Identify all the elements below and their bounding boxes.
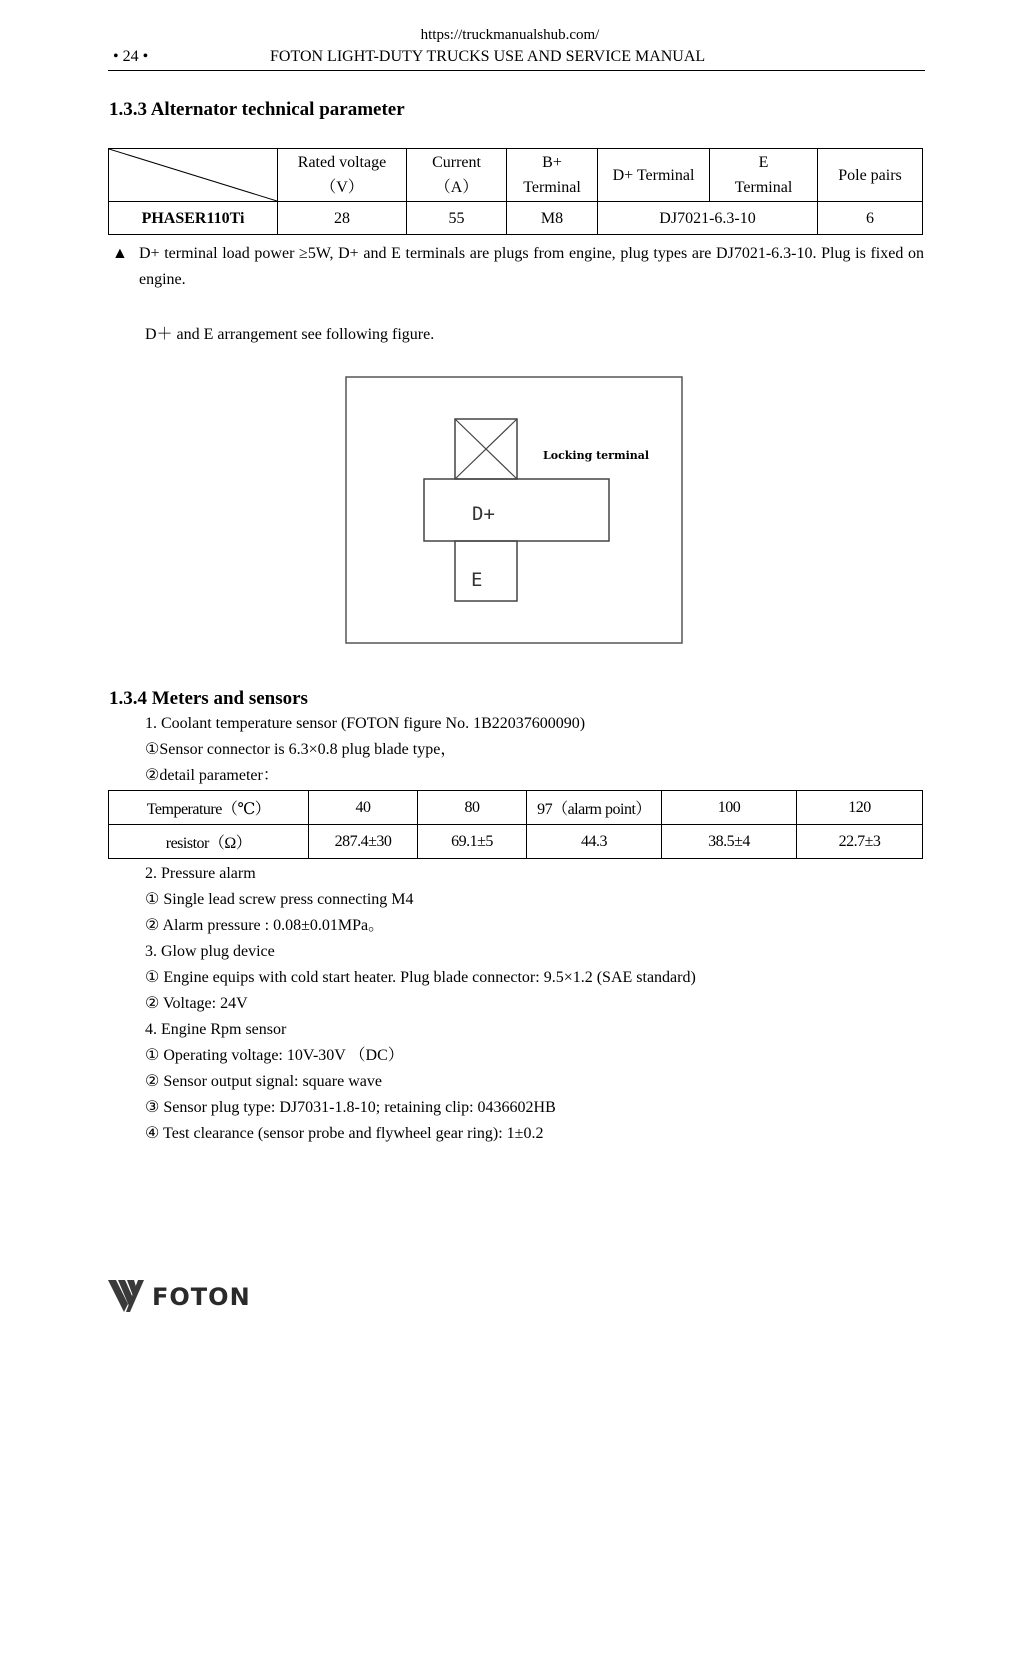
header-unit: （A） xyxy=(434,179,479,196)
section-heading-meters: 1.3.4 Meters and sensors xyxy=(109,688,308,709)
list-item: ② Sensor output signal: square wave xyxy=(145,1073,382,1090)
d-plus-terminal-box xyxy=(424,479,609,541)
temperature-label-cell: Temperature（℃） xyxy=(109,791,309,825)
list-item: 1. Coolant temperature sensor (FOTON figure No. 1B22037600090) xyxy=(145,715,586,732)
temperature-cell: 97（alarm point） xyxy=(527,791,662,825)
logo-text: FOTON xyxy=(152,1283,251,1311)
model-cell: PHASER110Ti xyxy=(109,202,278,235)
header-line: B+ xyxy=(542,154,562,171)
header-current xyxy=(407,149,507,202)
header-unit: （V） xyxy=(320,179,364,196)
header-rule xyxy=(108,70,925,71)
list-item: ② Alarm pressure : 0.08±0.01MPa。 xyxy=(145,917,385,934)
d-e-terminal-cell: DJ7021-6.3-10 xyxy=(598,202,818,235)
list-item: ① Single lead screw press connecting M4 xyxy=(145,891,414,908)
list-item: 4. Engine Rpm sensor xyxy=(145,1021,287,1038)
resistor-label-cell: resistor（Ω） xyxy=(109,825,309,859)
list-item: ②detail parameter： xyxy=(145,767,279,784)
header-b-terminal xyxy=(507,149,598,202)
alternator-table xyxy=(108,148,923,235)
resistance-cell: 69.1±5 xyxy=(418,825,527,859)
e-terminal-box xyxy=(455,541,517,601)
table-row xyxy=(109,791,923,825)
list-item: ④ Test clearance (sensor probe and flywheel gear ring): 1±0.2 xyxy=(145,1125,544,1142)
coolant-temperature-table xyxy=(108,790,923,859)
header-line: E xyxy=(758,154,769,171)
list-item: ③ Sensor plug type: DJ7031-1.8-10; retaining clip: 0436602HB xyxy=(145,1099,556,1116)
warning-triangle-icon: ▲ xyxy=(112,245,128,262)
table-row xyxy=(109,202,923,235)
manual-title: FOTON LIGHT-DUTY TRUCKS USE AND SERVICE MANUAL xyxy=(270,48,706,65)
sensor-detail-lines xyxy=(145,861,696,1147)
foton-emblem-icon xyxy=(108,1280,144,1312)
resistance-cell: 38.5±4 xyxy=(662,825,797,859)
header-rated-voltage xyxy=(278,149,407,202)
source-url: https://truckmanualshub.com/ xyxy=(420,27,600,43)
temperature-cell: 40 xyxy=(309,791,418,825)
header-line: D+ Terminal xyxy=(612,166,695,184)
temperature-cell: 120 xyxy=(797,791,923,825)
header-line: Rated voltage xyxy=(297,154,387,171)
figure-caption: D＋ and E arrangement see following figure. xyxy=(145,326,435,343)
section-heading-alternator: 1.3.3 Alternator technical parameter xyxy=(109,99,405,120)
temperature-cell: 80 xyxy=(418,791,527,825)
table-row xyxy=(109,825,923,859)
diagonal-line xyxy=(109,149,277,201)
locking-terminal-label: Locking terminal xyxy=(543,449,650,462)
resistance-cell: 287.4±30 xyxy=(309,825,418,859)
header-line: Pole pairs xyxy=(838,166,902,184)
coolant-sensor-lines xyxy=(145,711,585,789)
header-d-terminal xyxy=(598,149,710,202)
header-line: Terminal xyxy=(734,179,793,196)
list-item: 3. Glow plug device xyxy=(145,943,275,960)
header-e-terminal xyxy=(710,149,818,202)
header-line: Current xyxy=(432,154,481,171)
e-label: E xyxy=(471,569,483,591)
table-header-row xyxy=(109,149,923,202)
list-item: 2. Pressure alarm xyxy=(145,865,256,882)
b-terminal-cell: M8 xyxy=(507,202,598,235)
header-line: Terminal xyxy=(523,179,581,196)
foton-logo xyxy=(108,1274,288,1314)
list-item: ①Sensor connector is 6.3×0.8 plug blade type， xyxy=(145,741,457,758)
page-number: • 24 • xyxy=(113,48,149,65)
figure-frame xyxy=(346,377,682,643)
list-item: ① Engine equips with cold start heater. Plug blade connector: 9.5×1.2 (SAE standard) xyxy=(145,969,696,986)
terminal-note xyxy=(112,241,924,293)
resistance-cell: 22.7±3 xyxy=(797,825,923,859)
temperature-cell: 100 xyxy=(662,791,797,825)
header-pole-pairs xyxy=(818,149,923,202)
resistance-cell: 44.3 xyxy=(527,825,662,859)
current-cell: 55 xyxy=(407,202,507,235)
d-plus-label: D+ xyxy=(472,503,495,525)
pole-pairs-cell: 6 xyxy=(818,202,923,235)
terminal-arrangement-figure xyxy=(345,376,685,646)
note-text: D+ terminal load power ≥5W, D+ and E terminals are plugs from engine, plug types are DJ7021-6.3-10. Plug is fixed on engine. xyxy=(139,245,924,288)
list-item: ② Voltage: 24V xyxy=(145,995,248,1012)
list-item: ① Operating voltage: 10V-30V （DC） xyxy=(145,1047,404,1064)
rated-voltage-cell: 28 xyxy=(278,202,407,235)
diagonal-corner-cell xyxy=(109,149,278,202)
